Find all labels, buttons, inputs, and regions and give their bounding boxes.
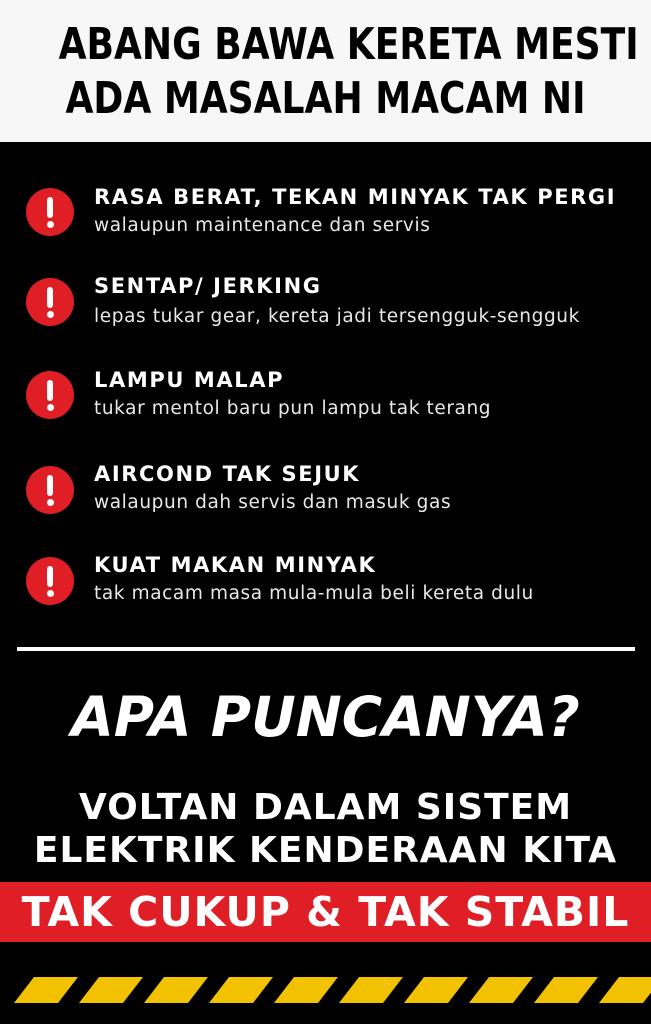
problem-subtitle: walaupun maintenance dan servis (94, 215, 431, 236)
problem-item-5 (0, 553, 651, 613)
headline-line-2: ADA MASALAH MACAM NI (65, 73, 586, 124)
hazard-stripe (274, 977, 338, 1003)
problem-title: RASA BERAT, TEKAN MINYAK TAK PERGI (94, 185, 617, 209)
problem-subtitle: lepas tukar gear, kereta jadi tersengguk-sengguk (94, 306, 580, 327)
problem-title: SENTAP/ JERKING (94, 274, 322, 298)
header-banner (0, 0, 651, 142)
problem-title: LAMPU MALAP (94, 368, 285, 392)
hazard-stripe (339, 977, 403, 1003)
problem-item-3 (0, 368, 651, 428)
exclamation-icon (26, 188, 74, 236)
hazard-stripe (144, 977, 208, 1003)
hazard-stripe (209, 977, 273, 1003)
banner-text: TAK CUKUP & TAK STABIL (21, 888, 630, 936)
hazard-stripe (469, 977, 533, 1003)
hazard-stripe (79, 977, 143, 1003)
problem-title: KUAT MAKAN MINYAK (94, 553, 377, 577)
exclamation-icon (26, 557, 74, 605)
answer-line-1: VOLTAN DALAM SISTEM (78, 787, 573, 828)
hazard-stripes (0, 977, 651, 1003)
exclamation-icon (26, 278, 74, 326)
problem-subtitle: tukar mentol baru pun lampu tak terang (94, 398, 492, 419)
headline-line-1: ABANG BAWA KERETA MESTI (58, 19, 639, 70)
hazard-stripe (14, 977, 78, 1003)
hazard-stripe (404, 977, 468, 1003)
answer-line-2: ELEKTRIK KENDERAAN KITA (33, 830, 618, 871)
question-heading: APA PUNCANYA? (71, 685, 580, 749)
hazard-stripe (599, 977, 651, 1003)
problem-subtitle: walaupun dah servis dan masuk gas (94, 492, 452, 513)
divider-line (17, 647, 635, 651)
exclamation-icon (26, 371, 74, 419)
highlight-banner (0, 882, 651, 942)
problem-title: AIRCOND TAK SEJUK (94, 462, 361, 486)
problem-subtitle: tak macam masa mula-mula beli kereta dulu (94, 583, 534, 604)
problem-item-4 (0, 462, 651, 522)
hazard-stripe (534, 977, 598, 1003)
exclamation-icon (26, 466, 74, 514)
problem-item-1 (0, 185, 651, 245)
problem-item-2 (0, 274, 651, 334)
